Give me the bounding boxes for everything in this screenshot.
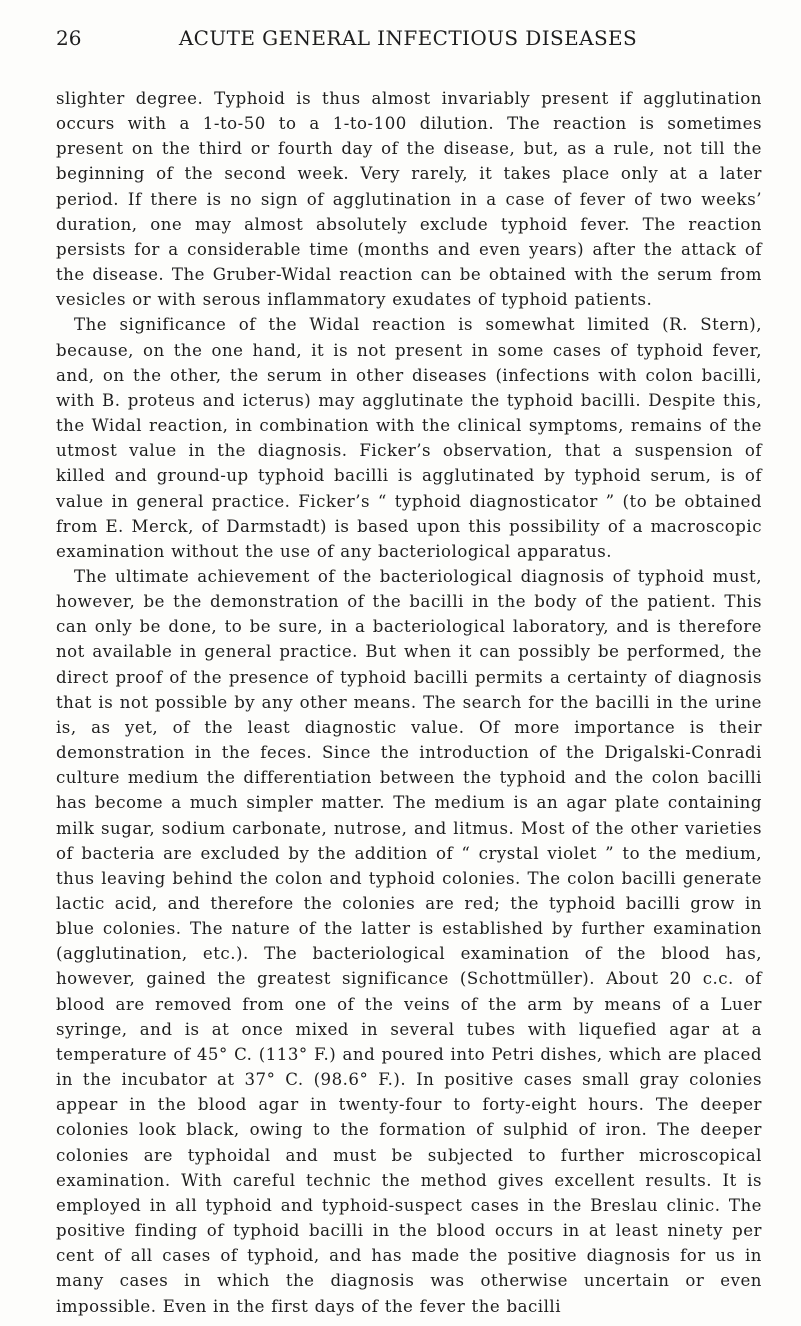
paragraph-widal-reaction-continued: slighter degree. Typhoid is thus almost invariably present if agglutination occurs with a 1-to-50 to a 1-to-100 dilution. The reaction is sometimes present on the third or fourth day of the disease, but, as a rule, not till the beginning of the second week. Very rarely, it takes place only at a later period. If there is no sign of agglutination in a case of fever of two weeks’ duration, one may almost absolutely exclude typhoid fever. The reaction persists for a considerable time (months and even years) after the attack of the disease. The Gruber-Widal reaction can be obtained with the serum from vesicles or with serous inflammatory exudates of typhoid patients. — [56, 89, 762, 310]
running-title: ACUTE GENERAL INFECTIOUS DISEASES — [178, 26, 638, 50]
page-number: 26 — [56, 26, 82, 50]
page-header — [56, 22, 760, 56]
paragraph-bacteriological-diagnosis: The ultimate achievement of the bacteriological diagnosis of typhoid must, however, be the demonstration of the bacilli in the body of the patient. This can only be done, to be sure, in a bacteriological laboratory, and is therefore not available in general practice. But when it can possibly be performed, the direct proof of the presence of typhoid bacilli permits a certainty of diagnosis that is not possible by any other means. The search for the bacilli in the urine is, as yet, of the least diagnostic value. Of more importance is their demonstration in the feces. Since the introduction of the Drigalski-Conradi culture medium the differentiation between the typhoid and the colon bacilli has become a much simpler matter. The medium is an agar plate containing milk sugar, sodium carbonate, nutrose, and litmus. Most of the other varieties of bacteria are excluded by the addition of “ crystal violet ” to the medium, thus leaving behind the colon and typhoid colonies. The colon bacilli generate lactic acid, and therefore the colonies are red; the typhoid bacilli grow in blue colonies. The nature of the latter is established by further examination (agglutination, etc.). The bacteriological examination of the blood has, however, gained the greatest significance (Schottmüller). About 20 c.c. of blood are removed from one of the veins of the arm by means of a Luer syringe, and is at once mixed in several tubes with liquefied agar at a temperature of 45° C. (113° F.) and poured into Petri dishes, which are placed in the incubator at 37° C. (98.6° F.). In positive cases small gray colonies appear in the blood agar in twenty-four to forty-eight hours. The deeper colonies look black, owing to the formation of sulphid of iron. The deeper colonies are typhoidal and must be subjected to further microscopical examination. With careful technic the method gives excellent results. It is employed in all typhoid and typhoid-suspect cases in the Breslau clinic. The positive finding of typhoid bacilli in the blood occurs in at least ninety per cent of all cases of typhoid, and has made the positive diagnosis for us in many cases in which the diagnosis was otherwise uncertain or even impossible. Even in the first days of the fever the bacilli — [56, 566, 762, 1316]
paragraph-widal-significance: The significance of the Widal reaction is somewhat limited (R. Stern), because, on the one hand, it is not present in some cases of typhoid fever, and, on the other, the serum in other diseases (infections with colon bacilli, with B. proteus and icterus) may agglutinate the typhoid bacilli. Despite this, the Widal reaction, in combination with the clinical symptoms, remains of the utmost value in the diagnosis. Ficker’s observation, that a suspension of killed and ground-up typhoid bacilli is agglutinated by typhoid serum, is of value in general practice. Ficker’s “ typhoid diagnosticator ” (to be obtained from E. Merck, of Darmstadt) is based upon this possibility of a macroscopic examination without the use of any bacteriological apparatus. — [56, 315, 762, 561]
body-text — [56, 86, 762, 1319]
